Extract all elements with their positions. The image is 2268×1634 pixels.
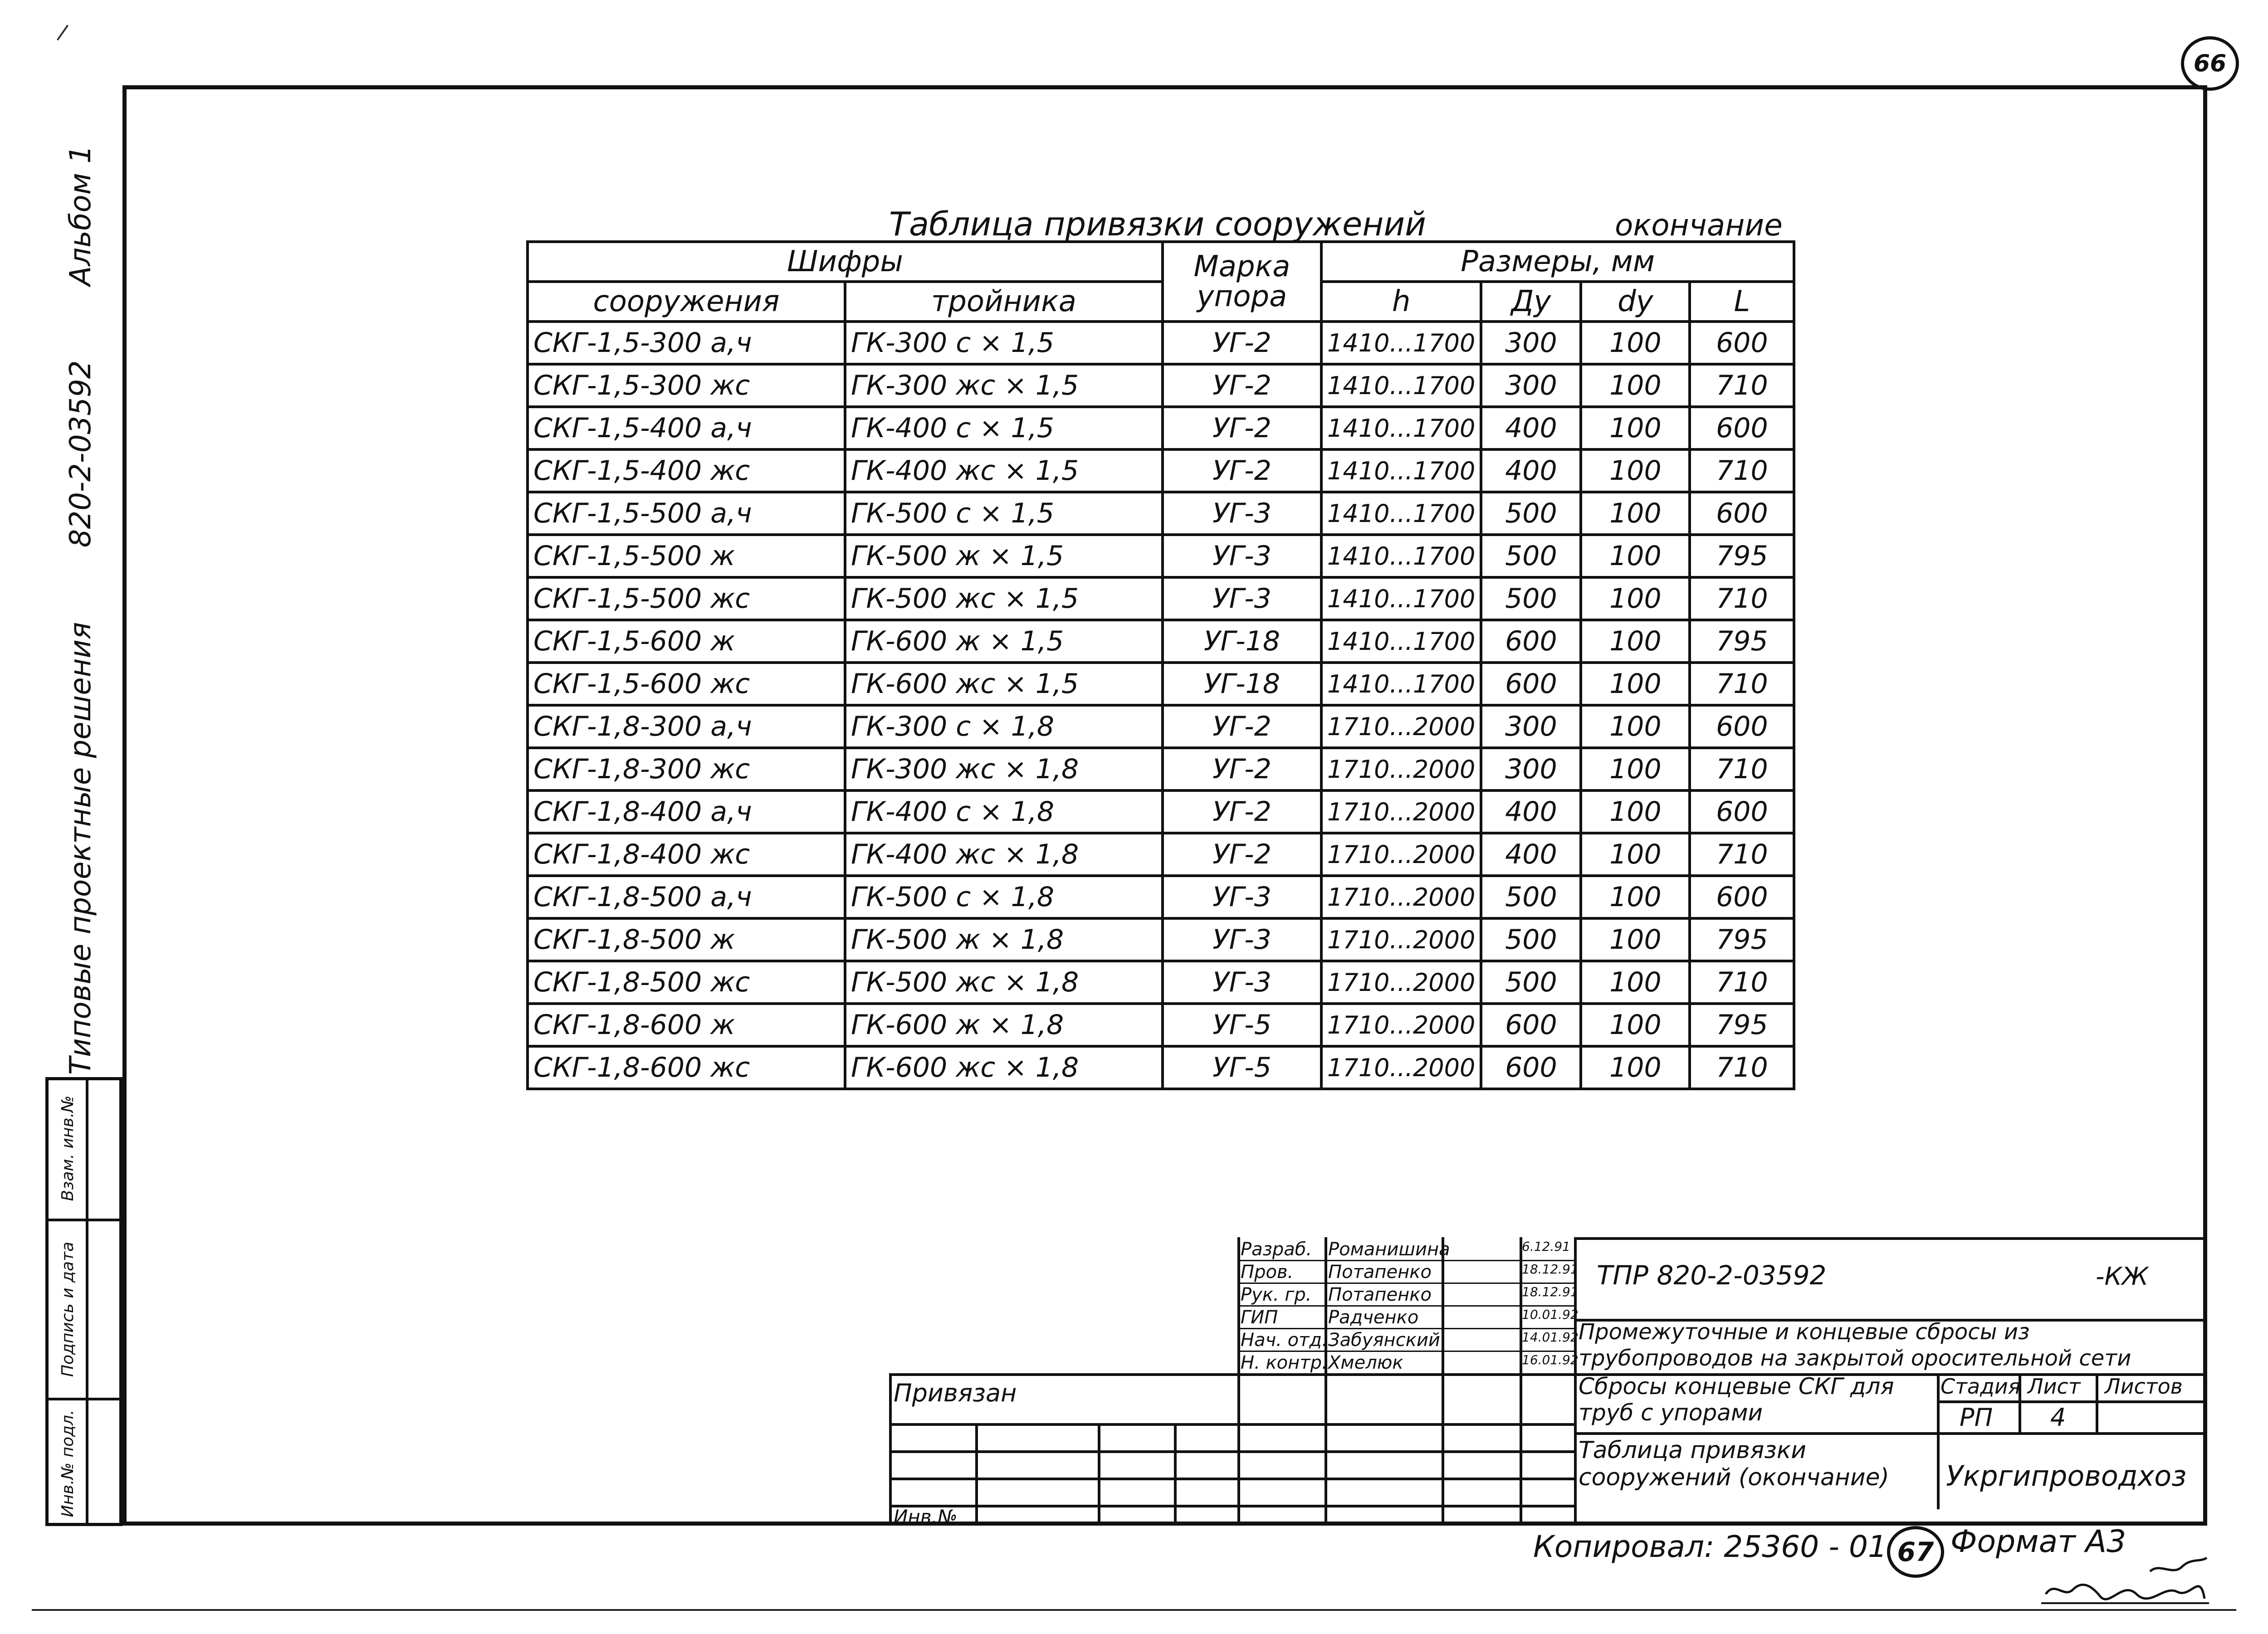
role-label: Пров.: [1241, 1262, 1294, 1283]
cell-h: 1410...1700: [1321, 577, 1481, 620]
cell-du: 100: [1581, 663, 1690, 705]
cell-troinik: ГК-600 жс × 1,8: [845, 1046, 1163, 1089]
table-caption-end: окончание: [1615, 208, 1783, 243]
table-row: [528, 876, 1794, 918]
table-row: [528, 961, 1794, 1004]
table-row: [528, 1046, 1794, 1089]
cell-marka: УГ-2: [1163, 322, 1321, 364]
subheader-L: L: [1690, 282, 1794, 322]
drawing-title: Таблица привязки сооружений (окончание): [1579, 1437, 1889, 1491]
role-date: 16.01.92: [1522, 1352, 1579, 1367]
stadiya-value: РП: [1960, 1403, 1993, 1432]
cell-du: 100: [1581, 705, 1690, 748]
doc-suffix: -КЖ: [2096, 1262, 2148, 1291]
organization: Укргипроводхоз: [1946, 1459, 2187, 1493]
cell-sooruzhenie: СКГ-1,5-400 а,ч: [528, 407, 845, 449]
cell-sooruzhenie: СКГ-1,5-600 жс: [528, 663, 845, 705]
cell-du: 100: [1581, 961, 1690, 1004]
role-label: Рук. гр.: [1241, 1284, 1312, 1305]
stamp-vzam-inv: Взам. инв.№: [58, 1095, 77, 1201]
cell-L: 795: [1690, 918, 1794, 961]
cell-Du: 500: [1481, 876, 1581, 918]
cell-h: 1710...2000: [1321, 876, 1481, 918]
cell-du: 100: [1581, 1046, 1690, 1089]
cell-h: 1410...1700: [1321, 449, 1481, 492]
sheet-title: Сбросы концевые СКГ для труб с упорами: [1579, 1373, 1894, 1426]
cell-troinik: ГК-400 жс × 1,5: [845, 449, 1163, 492]
cell-sooruzhenie: СКГ-1,8-600 ж: [528, 1004, 845, 1046]
tb-line: [1174, 1423, 1177, 1526]
tb-line: [1325, 1237, 1327, 1526]
cell-troinik: ГК-400 жс × 1,8: [845, 833, 1163, 876]
stamp-divider: [86, 1080, 88, 1523]
cell-du: 100: [1581, 790, 1690, 833]
tb-line: [1237, 1237, 1240, 1526]
cell-h: 1710...2000: [1321, 790, 1481, 833]
cell-Du: 600: [1481, 620, 1581, 663]
cell-du: 100: [1581, 577, 1690, 620]
role-name: Забуянский: [1328, 1330, 1440, 1351]
cell-du: 100: [1581, 833, 1690, 876]
cell-troinik: ГК-300 с × 1,8: [845, 705, 1163, 748]
list-value: 4: [2050, 1403, 2066, 1432]
cell-troinik: ГК-400 с × 1,5: [845, 407, 1163, 449]
signature-scribble: [2037, 1553, 2214, 1608]
tb-line: [1237, 1328, 1574, 1329]
cell-sooruzhenie: СКГ-1,8-600 жс: [528, 1046, 845, 1089]
cell-h: 1710...2000: [1321, 748, 1481, 790]
cell-marka: УГ-2: [1163, 833, 1321, 876]
tb-line: [889, 1478, 1574, 1480]
role-date: 10.01.92: [1522, 1307, 1579, 1322]
cell-marka: УГ-3: [1163, 492, 1321, 535]
cell-marka: УГ-18: [1163, 663, 1321, 705]
cell-Du: 500: [1481, 535, 1581, 577]
tb-line: [1574, 1237, 1577, 1526]
left-stamp: [45, 1077, 122, 1526]
cell-h: 1410...1700: [1321, 620, 1481, 663]
cell-troinik: ГК-500 ж × 1,5: [845, 535, 1163, 577]
cell-Du: 400: [1481, 449, 1581, 492]
cell-Du: 600: [1481, 1046, 1581, 1089]
bottom-trim-line: [32, 1609, 2236, 1611]
cell-L: 710: [1690, 961, 1794, 1004]
cell-marka: УГ-2: [1163, 449, 1321, 492]
stamp-divider: [49, 1219, 119, 1221]
side-album: Альбом 1: [64, 145, 98, 286]
cell-troinik: ГК-300 жс × 1,8: [845, 748, 1163, 790]
project-title: Промежуточные и концевые сбросы из трубопроводов на закрытой оросительной сети: [1579, 1319, 2131, 1371]
copied-by: Копировал: 25360 - 01: [1533, 1529, 1887, 1564]
cell-sooruzhenie: СКГ-1,5-500 а,ч: [528, 492, 845, 535]
binding-table: [526, 240, 1795, 1090]
cell-L: 795: [1690, 620, 1794, 663]
cell-marka: УГ-5: [1163, 1004, 1321, 1046]
table-row: [528, 663, 1794, 705]
table-row: [528, 492, 1794, 535]
role-date: 6.12.91: [1522, 1239, 1570, 1254]
tb-line: [1237, 1283, 1574, 1284]
cell-Du: 500: [1481, 961, 1581, 1004]
cell-h: 1710...2000: [1321, 1004, 1481, 1046]
cell-Du: 600: [1481, 663, 1581, 705]
cell-sooruzhenie: СКГ-1,8-400 а,ч: [528, 790, 845, 833]
role-label: ГИП: [1241, 1307, 1278, 1328]
cell-L: 600: [1690, 876, 1794, 918]
role-label: Разраб.: [1241, 1239, 1312, 1260]
cell-sooruzhenie: СКГ-1,8-500 а,ч: [528, 876, 845, 918]
cell-L: 600: [1690, 705, 1794, 748]
cell-L: 710: [1690, 577, 1794, 620]
listov-label: Листов: [2105, 1374, 2183, 1399]
cell-troinik: ГК-500 жс × 1,5: [845, 577, 1163, 620]
cell-troinik: ГК-300 жс × 1,5: [845, 364, 1163, 407]
tb-line: [889, 1505, 1574, 1507]
header-razmery: Размеры, мм: [1321, 242, 1794, 282]
side-series: Типовые проектные решения: [64, 622, 98, 1075]
header-marka: [1163, 242, 1321, 322]
cell-sooruzhenie: СКГ-1,8-500 жс: [528, 961, 845, 1004]
role-name: Романишина: [1328, 1239, 1450, 1260]
header-marka-text: Марка упора: [1193, 250, 1290, 313]
table-row: [528, 1004, 1794, 1046]
tb-line: [1574, 1432, 2207, 1435]
subheader-troinika: тройника: [845, 282, 1163, 322]
privyazan-label: Привязан: [894, 1379, 1017, 1407]
table-body: [528, 322, 1794, 1089]
cell-h: 1410...1700: [1321, 364, 1481, 407]
subheader-sooruzheniya: сооружения: [528, 282, 845, 322]
cell-Du: 400: [1481, 833, 1581, 876]
cell-h: 1710...2000: [1321, 833, 1481, 876]
cell-du: 100: [1581, 1004, 1690, 1046]
stadiya-label: Стадия: [1941, 1374, 2021, 1399]
stamp-podpis-data: Подпись и дата: [58, 1241, 77, 1377]
side-code: 820-2-03592: [64, 360, 98, 548]
cell-du: 100: [1581, 748, 1690, 790]
cell-L: 600: [1690, 790, 1794, 833]
cell-du: 100: [1581, 876, 1690, 918]
cell-marka: УГ-3: [1163, 876, 1321, 918]
table-row: [528, 918, 1794, 961]
stamp-inv-podl: Инв.№ подл.: [58, 1410, 77, 1517]
cell-marka: УГ-2: [1163, 407, 1321, 449]
table-caption: Таблица привязки сооружений: [889, 205, 1426, 243]
cell-h: 1410...1700: [1321, 322, 1481, 364]
table-row: [528, 748, 1794, 790]
corner-mark: [57, 24, 68, 40]
table-row: [528, 577, 1794, 620]
tb-line: [889, 1373, 892, 1526]
cell-marka: УГ-5: [1163, 1046, 1321, 1089]
role-name: Потапенко: [1328, 1284, 1432, 1305]
cell-troinik: ГК-600 ж × 1,5: [845, 620, 1163, 663]
cell-du: 100: [1581, 364, 1690, 407]
role-label: Нач. отд.: [1241, 1330, 1328, 1351]
cell-troinik: ГК-500 ж × 1,8: [845, 918, 1163, 961]
table-row: [528, 364, 1794, 407]
table-row: [528, 407, 1794, 449]
cell-sooruzhenie: СКГ-1,8-300 жс: [528, 748, 845, 790]
cell-Du: 600: [1481, 1004, 1581, 1046]
cell-sooruzhenie: СКГ-1,5-400 жс: [528, 449, 845, 492]
cell-sooruzhenie: СКГ-1,5-300 жс: [528, 364, 845, 407]
subheader-du: dу: [1581, 282, 1690, 322]
cell-L: 600: [1690, 322, 1794, 364]
table-row: [528, 449, 1794, 492]
cell-sooruzhenie: СКГ-1,5-500 ж: [528, 535, 845, 577]
list-label: Лист: [2028, 1374, 2081, 1399]
tb-line: [1574, 1237, 2207, 1240]
cell-troinik: ГК-500 жс × 1,8: [845, 961, 1163, 1004]
cell-marka: УГ-3: [1163, 918, 1321, 961]
cell-h: 1410...1700: [1321, 535, 1481, 577]
role-name: Радченко: [1328, 1307, 1419, 1328]
cell-h: 1410...1700: [1321, 407, 1481, 449]
tb-line: [889, 1423, 1574, 1426]
cell-Du: 400: [1481, 790, 1581, 833]
cell-h: 1410...1700: [1321, 663, 1481, 705]
cell-troinik: ГК-600 ж × 1,8: [845, 1004, 1163, 1046]
paper-format: Формат А3: [1950, 1524, 2126, 1560]
header-shifry: Шифры: [528, 242, 1163, 282]
cell-sooruzhenie: СКГ-1,8-300 а,ч: [528, 705, 845, 748]
cell-Du: 300: [1481, 748, 1581, 790]
cell-L: 600: [1690, 492, 1794, 535]
cell-sooruzhenie: СКГ-1,8-400 жс: [528, 833, 845, 876]
cell-L: 710: [1690, 833, 1794, 876]
role-date: 18.12.91: [1522, 1284, 1579, 1299]
cell-Du: 300: [1481, 705, 1581, 748]
cell-sooruzhenie: СКГ-1,5-600 ж: [528, 620, 845, 663]
sheet-number: 66: [2181, 36, 2239, 91]
cell-du: 100: [1581, 918, 1690, 961]
cell-troinik: ГК-500 с × 1,5: [845, 492, 1163, 535]
cell-L: 710: [1690, 364, 1794, 407]
tb-line: [1237, 1305, 1574, 1307]
inv-no-label: Инв.№: [894, 1506, 958, 1528]
cell-L: 600: [1690, 407, 1794, 449]
cell-sooruzhenie: СКГ-1,5-500 жс: [528, 577, 845, 620]
role-label: Н. контр.: [1241, 1352, 1328, 1373]
cell-h: 1710...2000: [1321, 961, 1481, 1004]
cell-marka: УГ-2: [1163, 790, 1321, 833]
cell-troinik: ГК-600 жс × 1,5: [845, 663, 1163, 705]
tb-line: [1237, 1373, 1574, 1375]
cell-du: 100: [1581, 620, 1690, 663]
cell-marka: УГ-2: [1163, 705, 1321, 748]
cell-L: 795: [1690, 1004, 1794, 1046]
table-row: [528, 790, 1794, 833]
cell-Du: 300: [1481, 322, 1581, 364]
table-row: [528, 322, 1794, 364]
role-date: 18.12.91: [1522, 1262, 1579, 1277]
subheader-Du: Ду: [1481, 282, 1581, 322]
cell-L: 795: [1690, 535, 1794, 577]
cell-L: 710: [1690, 449, 1794, 492]
tb-line: [1098, 1423, 1100, 1526]
cell-du: 100: [1581, 535, 1690, 577]
cell-du: 100: [1581, 449, 1690, 492]
title-block: [889, 1237, 2207, 1526]
cell-marka: УГ-18: [1163, 620, 1321, 663]
cell-h: 1710...2000: [1321, 705, 1481, 748]
tb-line: [1442, 1237, 1444, 1526]
tb-line: [1237, 1260, 1574, 1261]
cell-h: 1410...1700: [1321, 492, 1481, 535]
cell-Du: 300: [1481, 364, 1581, 407]
cell-L: 710: [1690, 748, 1794, 790]
cell-sooruzhenie: СКГ-1,5-300 а,ч: [528, 322, 845, 364]
cell-troinik: ГК-500 с × 1,8: [845, 876, 1163, 918]
cell-Du: 500: [1481, 577, 1581, 620]
role-name: Потапенко: [1328, 1262, 1432, 1283]
cell-marka: УГ-3: [1163, 961, 1321, 1004]
cell-h: 1710...2000: [1321, 918, 1481, 961]
cell-marka: УГ-3: [1163, 535, 1321, 577]
tb-line: [1520, 1237, 1522, 1526]
cell-Du: 400: [1481, 407, 1581, 449]
cell-Du: 500: [1481, 918, 1581, 961]
tb-line: [1937, 1373, 1940, 1509]
tb-line: [1237, 1351, 1574, 1352]
table-row: [528, 535, 1794, 577]
role-name: Хмелюк: [1328, 1352, 1403, 1373]
cell-marka: УГ-2: [1163, 364, 1321, 407]
cell-troinik: ГК-300 с × 1,5: [845, 322, 1163, 364]
cell-du: 100: [1581, 322, 1690, 364]
tb-line: [889, 1450, 1574, 1453]
side-title: [54, 145, 108, 1075]
table-row: [528, 620, 1794, 663]
cell-L: 710: [1690, 1046, 1794, 1089]
cell-du: 100: [1581, 492, 1690, 535]
cell-sooruzhenie: СКГ-1,8-500 ж: [528, 918, 845, 961]
role-date: 14.01.92: [1522, 1330, 1579, 1345]
cell-L: 710: [1690, 663, 1794, 705]
tb-line: [975, 1423, 978, 1526]
cell-h: 1710...2000: [1321, 1046, 1481, 1089]
copy-sheet-number: 67: [1887, 1526, 1944, 1578]
cell-du: 100: [1581, 407, 1690, 449]
cell-marka: УГ-2: [1163, 748, 1321, 790]
doc-code: ТПР 820-2-03592: [1597, 1260, 1827, 1291]
cell-Du: 500: [1481, 492, 1581, 535]
cell-troinik: ГК-400 с × 1,8: [845, 790, 1163, 833]
subheader-h: h: [1321, 282, 1481, 322]
cell-marka: УГ-3: [1163, 577, 1321, 620]
table-row: [528, 833, 1794, 876]
table-row: [528, 705, 1794, 748]
